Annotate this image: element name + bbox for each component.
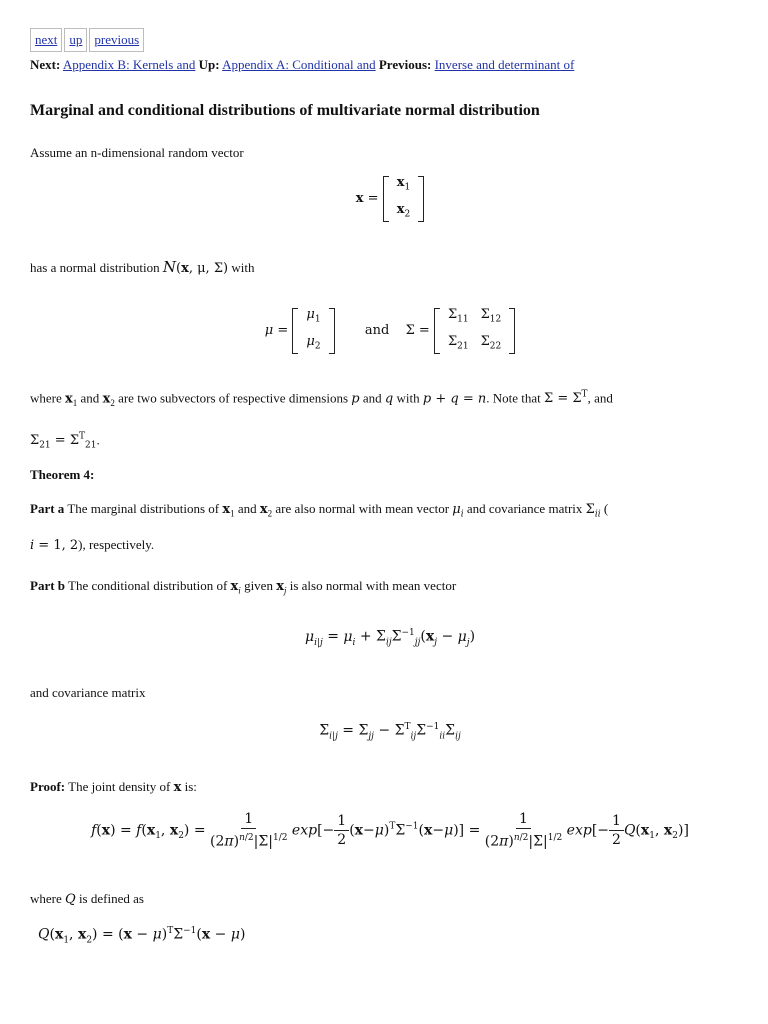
conditional-mean-equation: $\mu_{i|j} = \mu_i + \Sigma_{ij}\Sigma^{-1}_{jj}(x_j - \mu_j)$	[304, 628, 476, 648]
assume-paragraph: Assume an n-dimensional random vector	[30, 145, 244, 160]
next-link[interactable]: Appendix B: Kernels and	[62, 57, 196, 72]
next-button[interactable]: next	[30, 28, 62, 52]
theorem-heading: Theorem 4:	[30, 467, 95, 482]
page-title: Marginal and conditional distributions of multivariate normal distribution	[30, 102, 540, 119]
q-definition-paragraph: where Q is defined as	[30, 891, 144, 907]
up-label: Up:	[198, 57, 220, 72]
conditional-covariance-equation: $\Sigma_{i|j} = \Sigma_{jj} - \Sigma^T_{ij}\Sigma^{-1}_{ii}\Sigma_{ij}$	[319, 722, 461, 742]
next-label: Next:	[30, 57, 61, 72]
up-link[interactable]: Appendix A: Conditional and	[222, 57, 376, 72]
document-page	[30, 28, 750, 122]
covariance-paragraph: and covariance matrix	[30, 685, 146, 700]
subvectors-paragraph: where $x_1$ and $x_2$ are two subvectors of respective dimensions p and q with p + q = n. Note that $\Sigma = \Sigma^T$, and $\Sigma_{21} = \Sigma^T_{21}$.	[30, 390, 613, 451]
part-a-paragraph: Part a The marginal distributions of $x_1$ and $x_2$ are also normal with mean vector $\mu_i$ and covariance matrix $\Sigma_{ii}$ ( i = 1, 2), respectively.	[30, 501, 609, 553]
previous-button[interactable]: previous	[89, 28, 144, 52]
nav-buttons	[30, 28, 750, 52]
up-button[interactable]: up	[64, 28, 87, 52]
proof-paragraph: Proof: The joint density of x is:	[30, 779, 197, 795]
part-b-paragraph: Part b The conditional distribution of $x_i$ given $x_j$ is also normal with mean vector	[30, 578, 457, 596]
normal-distribution-paragraph: has a normal distribution N(x, μ, Σ) with	[30, 258, 255, 276]
previous-link[interactable]: Inverse and determinant of	[434, 57, 575, 72]
vector-x-equation: x = $x_1$ $x_2$	[30, 172, 750, 225]
mu-sigma-equation: μ = $\mu_1$ $\mu_2$ and Σ = $\Sigma_{11}$ $\Sigma_{12}$ $\Sigma_{21}$ $\Sigma_{22}$	[30, 304, 750, 357]
joint-density-equation: $f(x) = f(x_1$, $x_2$) = $\frac{1}{(2\pi)^{n/2}|\Sigma|^{1/2}}$ exp[− $\frac{1}{2}$ $(x-\mu)^T\Sigma^{-1}(x-\mu)$] = $\frac{1}{(2\pi)^{n/2}|\Sigma|^{1/2}}$ exp[− $\frac{1}{2}$ $Q(x_1$, $x_2$)]	[91, 811, 689, 850]
previous-label: Previous:	[378, 57, 432, 72]
q-equation: $Q(x_1$, $x_2) = (x - \mu)^T\Sigma^{-1}(x - \mu)$	[38, 926, 246, 946]
breadcrumb	[30, 56, 750, 74]
